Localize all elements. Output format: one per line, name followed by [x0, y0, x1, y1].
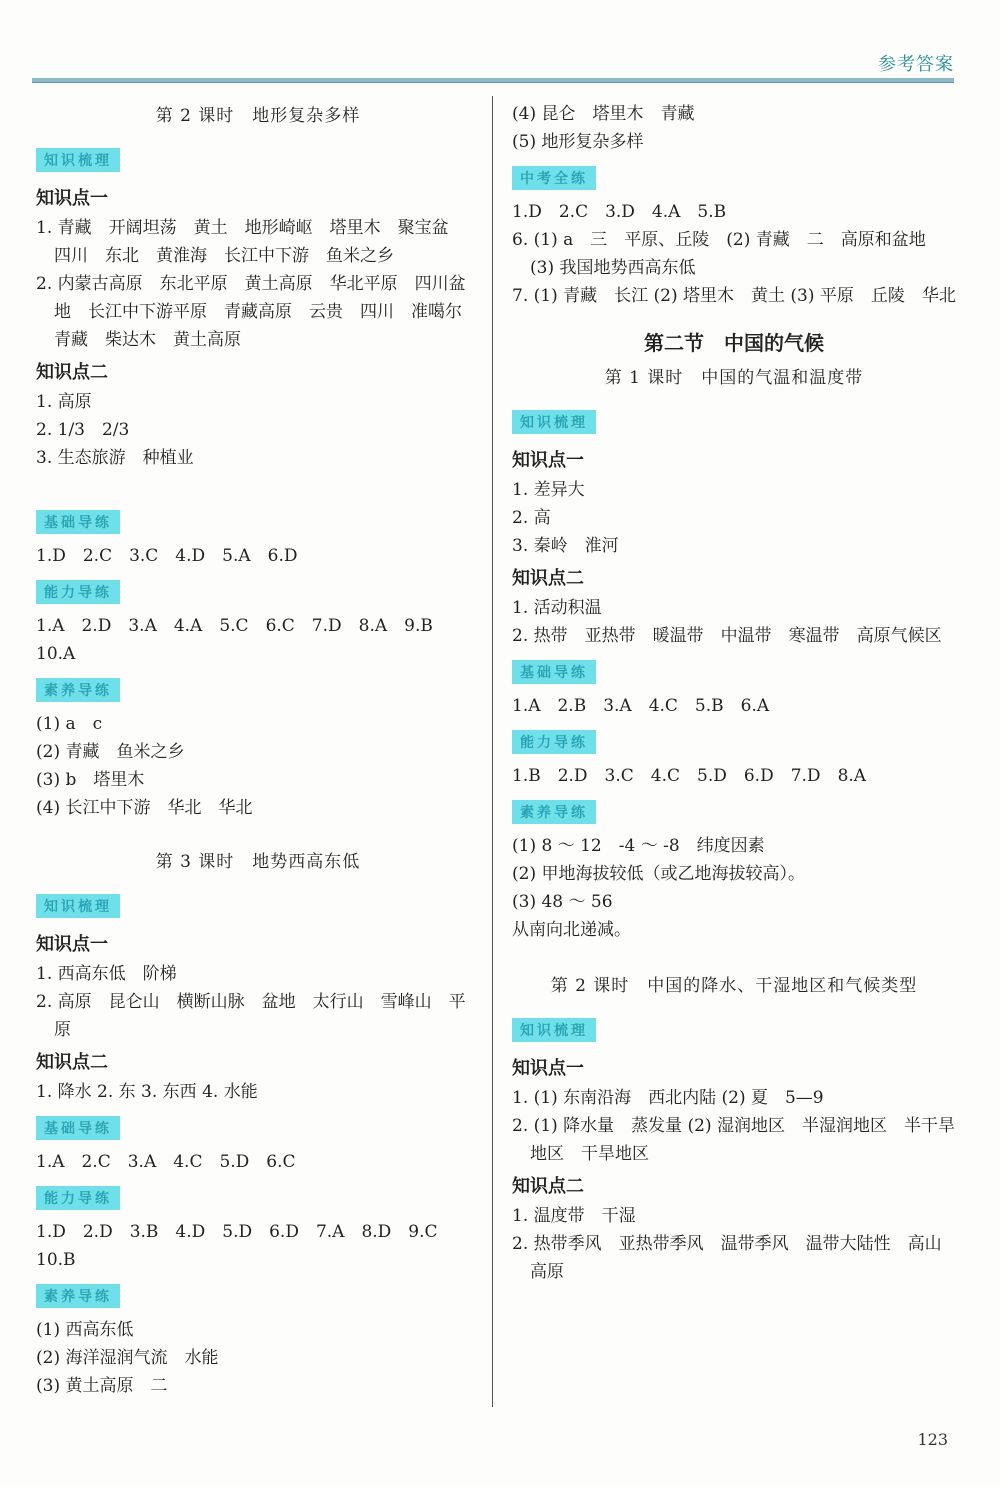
- section-badge: 知识梳理: [36, 894, 120, 918]
- answer-line: (4) 长江中下游 华北 华北: [36, 798, 253, 818]
- answer-line: (5) 地形复杂多样: [512, 132, 644, 152]
- answer-line: 1.D 2.C 3.C 4.D 5.A 6.D: [36, 546, 298, 566]
- answer-line: 1.D 2.C 3.D 4.A 5.B: [512, 202, 727, 222]
- lesson-title: 第 1 课时 中国的气温和温度带: [604, 368, 864, 388]
- answer-line: 2. 热带季风 亚热带季风 温带季风 温带大陆性 高山高原: [512, 1234, 942, 1282]
- answer-line: (3) 48 ～ 56: [512, 892, 613, 912]
- section-badge: 能力导练: [36, 1186, 120, 1210]
- answer-line: 1. 活动积温: [512, 598, 602, 618]
- knowledge-point-heading: 知识点二: [36, 1052, 108, 1073]
- section-badge: 中考全练: [512, 166, 596, 190]
- header-label: 参考答案: [878, 54, 954, 75]
- header-rule: [32, 78, 954, 83]
- knowledge-point-heading: 知识点一: [36, 188, 108, 209]
- knowledge-point-heading: 知识点二: [512, 1176, 584, 1197]
- answer-line: 1.A 2.B 3.A 4.C 5.B 6.A: [512, 696, 770, 716]
- answer-line: 6. (1) a 三 平原、丘陵 (2) 青藏 二 高原和盆地 (3) 我国地势西高东低: [512, 230, 943, 278]
- answer-line: 2. 内蒙古高原 东北平原 黄土高原 华北平原 四川盆地 长江中下游平原 青藏高原 云贵 四川 准噶尔 青藏 柴达木 黄土高原: [36, 274, 479, 350]
- left-column: [36, 96, 480, 1427]
- answer-line: 1.D 2.D 3.B 4.D 5.D 6.D 7.A 8.D 9.C 10.B: [36, 1222, 455, 1270]
- knowledge-point-heading: 知识点一: [512, 1058, 584, 1079]
- knowledge-point-heading: 知识点二: [36, 362, 108, 383]
- answer-line: 3. 秦岭 淮河: [512, 536, 619, 556]
- answer-line: (2) 甲地海拔较低（或乙地海拔较高）。: [512, 864, 805, 884]
- section-badge: 素养导练: [512, 800, 596, 824]
- answer-line: 2. 高原 昆仑山 横断山脉 盆地 太行山 雪峰山 平原: [36, 992, 466, 1040]
- answer-line: 1.A 2.D 3.A 4.A 5.C 6.C 7.D 8.A 9.B 10.A: [36, 616, 450, 664]
- answer-line: 1. 青藏 开阔坦荡 黄土 地形崎岖 塔里木 聚宝盆 四川 东北 黄淮海 长江中下游 鱼米之乡: [36, 218, 466, 266]
- section-badge: 素养导练: [36, 1284, 120, 1308]
- answer-line: (1) a c: [36, 714, 103, 734]
- answer-line: 1.B 2.D 3.C 4.C 5.D 6.D 7.D 8.A: [512, 766, 867, 786]
- answer-line: 1. (1) 东南沿海 西北内陆 (2) 夏 5—9: [512, 1088, 824, 1108]
- knowledge-point-heading: 知识点一: [36, 934, 108, 955]
- answer-line: 7. (1) 青藏 长江 (2) 塔里木 黄土 (3) 平原 丘陵 华北: [512, 286, 956, 306]
- page-number: 123: [917, 1430, 948, 1449]
- answer-line: (2) 青藏 鱼米之乡: [36, 742, 185, 762]
- column-divider: [492, 96, 493, 1407]
- answer-line: 1.A 2.C 3.A 4.C 5.D 6.C: [36, 1152, 296, 1172]
- answer-line: 1. 降水 2. 东 3. 东西 4. 水能: [36, 1082, 258, 1102]
- section-badge: 知识梳理: [512, 1018, 596, 1042]
- answer-line: (3) 黄土高原 二: [36, 1376, 168, 1396]
- answer-line: (3) b 塔里木: [36, 770, 145, 790]
- section-badge: 基础导练: [36, 510, 120, 534]
- answer-line: 2. 热带 亚热带 暖温带 中温带 寒温带 高原气候区: [512, 626, 942, 646]
- answer-line: 1. 差异大: [512, 480, 585, 500]
- answer-line: 1. 温度带 干湿: [512, 1206, 636, 1226]
- answer-line: 1. 高原: [36, 392, 92, 412]
- answer-line: (2) 海洋湿润气流 水能: [36, 1348, 219, 1368]
- answer-line: 2. (1) 降水量 蒸发量 (2) 湿润地区 半湿润地区 半干旱地区 干旱地区: [512, 1116, 955, 1164]
- answer-line: 2. 高: [512, 508, 551, 528]
- knowledge-point-heading: 知识点二: [512, 568, 584, 589]
- right-column: [512, 96, 956, 1427]
- answer-line: (1) 8 ～ 12 -4 ～ -8 纬度因素: [512, 836, 765, 856]
- section-badge: 知识梳理: [512, 410, 596, 434]
- section-badge: 知识梳理: [36, 148, 120, 172]
- section-badge: 素养导练: [36, 678, 120, 702]
- lesson-title: 第 2 课时 地形复杂多样: [155, 106, 361, 126]
- answer-line: 2. 1/3 2/3: [36, 420, 130, 440]
- answer-line: 3. 生态旅游 种植业: [36, 448, 194, 468]
- answer-line: 1. 西高东低 阶梯: [36, 964, 177, 984]
- answer-line: (1) 西高东低: [36, 1320, 134, 1340]
- answer-line: (4) 昆仑 塔里木 青藏: [512, 104, 695, 124]
- answer-line: 从南向北递减。: [512, 920, 631, 940]
- section-title: 第二节 中国的气候: [644, 331, 824, 355]
- section-badge: 能力导练: [36, 580, 120, 604]
- lesson-title: 第 2 课时 中国的降水、干湿地区和气候类型: [550, 976, 918, 996]
- section-badge: 基础导练: [36, 1116, 120, 1140]
- knowledge-point-heading: 知识点一: [512, 450, 584, 471]
- lesson-title: 第 3 课时 地势西高东低: [155, 852, 361, 872]
- section-badge: 能力导练: [512, 730, 596, 754]
- section-badge: 基础导练: [512, 660, 596, 684]
